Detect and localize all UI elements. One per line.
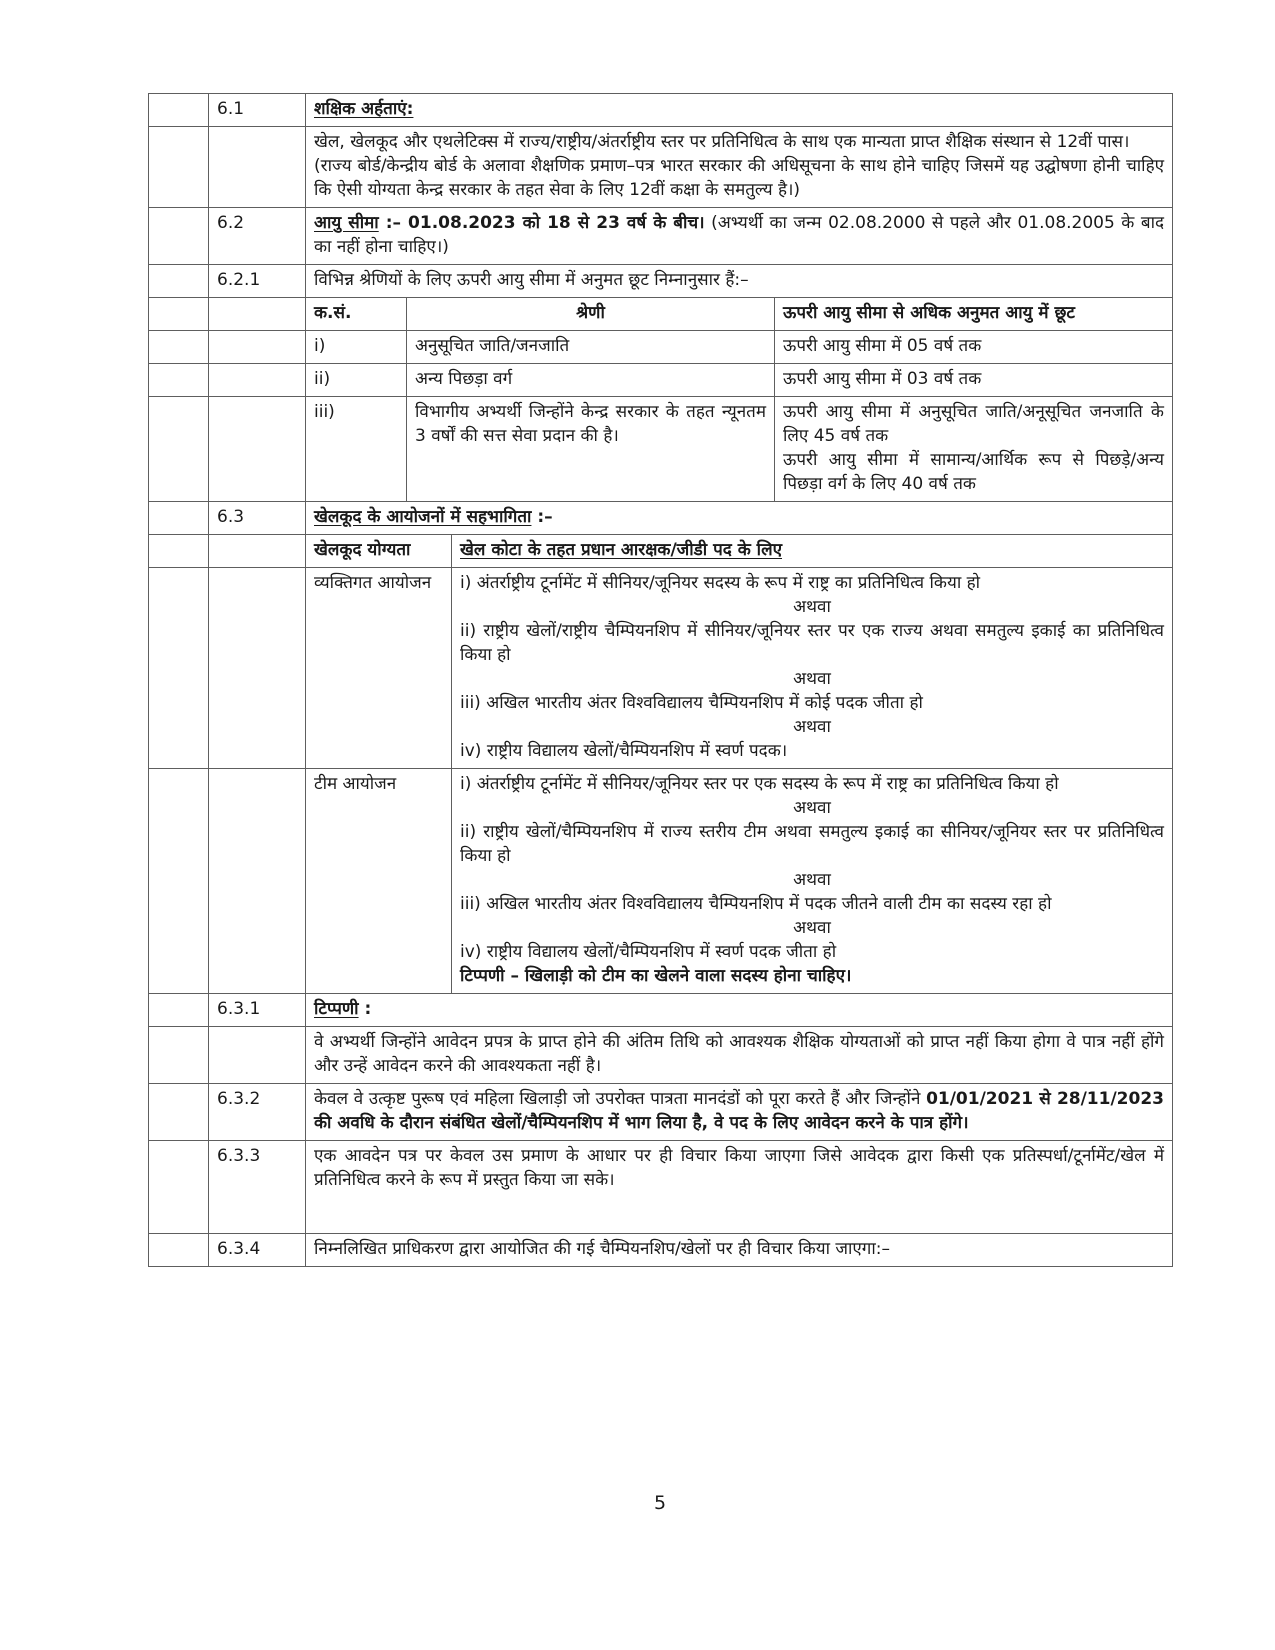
board-certificate-note: (राज्य बोर्ड/केन्द्रीय बोर्ड के अलावा शैक्षणिक प्रमाण–पत्र भारत सरकार की अधिसूचना के साथ होने चाहिए जिसमें यह उद्घोषणा होनी चाहिए कि ऐसी योग्यता केन्द्र सरकार के तहत सेवा के लिए 12वीं कक्षा के समतुल्य है।) <box>314 156 1164 200</box>
or-separator: अथवा <box>793 918 831 938</box>
empty-number-cell <box>209 127 306 208</box>
age-row-relaxation <box>775 397 1173 502</box>
row-6-3-1-heading <box>149 994 1173 1027</box>
row-6-1-heading <box>149 94 1173 127</box>
note-heading-separator: : <box>358 999 372 1019</box>
section-6-1-title-cell <box>306 94 1173 127</box>
row-6-3-1-body <box>149 1027 1173 1084</box>
empty-number-cell <box>209 298 306 331</box>
row-6-3-4 <box>149 1234 1173 1267</box>
age-table-header-row <box>149 298 1173 331</box>
team-events-label: टीम आयोजन <box>306 769 452 994</box>
sports-post-header: खेल कोटा के तहत प्रधान आरक्षक/जीडी पद के लिए <box>460 540 783 560</box>
section-6-3-1-body-cell <box>306 1027 1173 1084</box>
criteria-item: iii) अखिल भारतीय अंतर विश्वविद्यालय चैम्पियनशिप में पदक जीतने वाली टीम का सदस्य रहा हो <box>460 894 1052 914</box>
age-table-header-relaxation: ऊपरी आयु सीमा से अधिक अनुमत आयु में छूट <box>775 298 1173 331</box>
section-6-3-title: खेलकूद के आयोजनों में सहभागिता <box>314 507 532 527</box>
team-note-text: खिलाड़ी को टीम का खेलने वाला सदस्य होना चाहिए। <box>524 966 852 986</box>
single-certificate-text: एक आवदेन पत्र पर केवल उस प्रमाण के आधार पर ही विचार किया जाएगा जिसे आवेदक द्वारा किसी एक प्रतिस्पर्धा/टूर्नामेंट/खेल में प्रतिनिधित्व करने के रूप में प्रस्तुत किया जा सके। <box>314 1146 1164 1190</box>
section-6-3-title-cell <box>306 502 1173 535</box>
age-limit-birth-note: (अभ्यर्थी का जन्म 02.08.2000 से पहले और 01.08.2005 के बाद का नहीं होना चाहिए।) <box>314 213 1164 257</box>
section-number: 6.2.1 <box>209 265 306 298</box>
individual-events-row <box>149 568 1173 769</box>
or-separator: अथवा <box>793 669 831 689</box>
row-6-2-1 <box>149 265 1173 298</box>
row-6-3-heading <box>149 502 1173 535</box>
sports-post-header-cell <box>452 535 1173 568</box>
education-qualification-text: खेल, खेलकूद और एथलेटिक्स में राज्य/राष्ट्रीय/अंतर्राष्ट्रीय स्तर पर प्रतिनिधित्व के साथ एक मान्यता प्राप्त शैक्षिक संस्थान से 12वीं पास। <box>314 132 1130 152</box>
margin-cell <box>149 769 209 994</box>
margin-cell <box>149 1234 209 1267</box>
margin-cell <box>149 265 209 298</box>
age-relaxation-intro: विभिन्न श्रेणियों के लिए ऊपरी आयु सीमा में अनुमत छूट निम्नानुसार हैं:– <box>314 270 749 290</box>
margin-cell <box>149 1084 209 1141</box>
section-number: 6.3.2 <box>209 1084 306 1141</box>
application-period-text: 01/01/2021 से 28/11/2023 की अवधि के दौरान संबंधित खेलों/चैम्पियनशिप में भाग लिया है, वे पद के लिए आवेदन करने के पात्र होंगे। <box>314 1089 1164 1133</box>
section-6-3-2-body-cell <box>306 1084 1173 1141</box>
sports-qualification-header: खेलकूद योग्यता <box>306 535 452 568</box>
age-limit-range: 01.08.2023 को 18 से 23 वर्ष के बीच। <box>408 213 705 233</box>
empty-number-cell <box>209 535 306 568</box>
age-table-header-sno: क.सं. <box>306 298 407 331</box>
relaxation-sc-st: ऊपरी आयु सीमा में अनुसूचित जाति/अनूसूचित जनजाति के लिए 45 वर्ष तक <box>783 402 1164 446</box>
notification-table-wrapper <box>148 93 1172 1267</box>
section-6-3-separator: :– <box>531 507 553 527</box>
individual-events-label: व्यक्तिगत आयोजन <box>306 568 452 769</box>
margin-cell <box>149 1027 209 1084</box>
section-number: 6.2 <box>209 208 306 265</box>
margin-cell <box>149 568 209 769</box>
section-number: 6.1 <box>209 94 306 127</box>
or-separator: अथवा <box>793 717 831 737</box>
margin-cell <box>149 331 209 364</box>
or-separator: अथवा <box>793 870 831 890</box>
eligibility-note-text: वे अभ्यर्थी जिन्होंने आवेदन प्रपत्र के प्राप्त होने की अंतिम तिथि को आवश्यक शैक्षिक योग्यताओं को प्राप्त नहीं किया होगा वे पात्र नहीं होंगे और उन्हें आवेदन करने की आवश्यकता नहीं है। <box>314 1032 1164 1076</box>
margin-cell <box>149 502 209 535</box>
row-6-1-body <box>149 127 1173 208</box>
section-6-3-1-title-cell <box>306 994 1173 1027</box>
criteria-item: iii) अखिल भारतीय अंतर विश्वविद्यालय चैम्पियनशिप में कोई पदक जीता हो <box>460 693 923 713</box>
outstanding-players-text: केवल वे उत्कृष्ट पुरूष एवं महिला खिलाड़ी जो उपरोक्त पात्रता मानदंडों को पूरा करते हैं और जिन्होंने <box>314 1089 927 1109</box>
empty-number-cell <box>209 364 306 397</box>
age-row-sno: ii) <box>306 364 407 397</box>
section-6-3-4-body-cell <box>306 1234 1173 1267</box>
age-row-sno: iii) <box>306 397 407 502</box>
criteria-item: iv) राष्ट्रीय विद्यालय खेलों/चैम्पियनशिप में स्वर्ण पदक जीता हो <box>460 942 837 962</box>
margin-cell <box>149 364 209 397</box>
age-row-category: विभागीय अभ्यर्थी जिन्होंने केन्द्र सरकार के तहत न्यूनतम 3 वर्षों की सत्त सेवा प्रदान की है। <box>407 397 775 502</box>
margin-cell <box>149 94 209 127</box>
authority-championships-text: निम्नलिखित प्राधिकरण द्वारा आयोजित की गई चैम्पियनशिप/खेलों पर ही विचार किया जाएगा:– <box>314 1239 890 1259</box>
empty-number-cell <box>209 331 306 364</box>
age-table-header-category: श्रेणी <box>407 298 775 331</box>
empty-number-cell <box>209 1027 306 1084</box>
margin-cell <box>149 208 209 265</box>
criteria-item: ii) राष्ट्रीय खेलों/राष्ट्रीय चैम्पियनशिप में सीनियर/जूनियर स्तर पर एक राज्य अथवा समतुल्य इकाई का प्रतिनिधित्व किया हो <box>460 621 1164 665</box>
age-table-row-2 <box>149 364 1173 397</box>
criteria-item: i) अंतर्राष्ट्रीय टूर्नामेंट में सीनियर/जूनियर स्तर पर एक सदस्य के रूप में राष्ट्र का प्रतिनिधित्व किया हो <box>460 774 1059 794</box>
or-separator: अथवा <box>793 597 831 617</box>
team-events-criteria-cell <box>452 769 1173 994</box>
age-table-row-1 <box>149 331 1173 364</box>
note-heading: टिप्पणी <box>314 999 359 1019</box>
section-number: 6.3.1 <box>209 994 306 1027</box>
margin-cell <box>149 397 209 502</box>
age-row-category: अन्य पिछड़ा वर्ग <box>407 364 775 397</box>
section-6-3-3-body-cell <box>306 1141 1173 1234</box>
section-number: 6.3.3 <box>209 1141 306 1234</box>
section-6-2-body-cell <box>306 208 1173 265</box>
section-6-2-1-text-cell <box>306 265 1173 298</box>
row-6-3-3 <box>149 1141 1173 1234</box>
criteria-item: iv) राष्ट्रीय विद्यालय खेलों/चैम्पियनशिप में स्वर्ण पदक। <box>460 741 788 761</box>
empty-number-cell <box>209 568 306 769</box>
margin-cell <box>149 127 209 208</box>
section-number: 6.3 <box>209 502 306 535</box>
margin-cell <box>149 298 209 331</box>
age-row-sno: i) <box>306 331 407 364</box>
page-number: 5 <box>653 1492 667 1514</box>
criteria-item: ii) राष्ट्रीय खेलों/चैम्पियनशिप में राज्य स्तरीय टीम अथवा समतुल्य इकाई का सीनियर/जूनियर स्तर पर प्रतिनिधित्व किया हो <box>460 822 1164 866</box>
margin-cell <box>149 535 209 568</box>
relaxation-general-obc: ऊपरी आयु सीमा में सामान्य/आर्थिक रूप से पिछड़े/अन्य पिछड़ा वर्ग के लिए 40 वर्ष तक <box>783 450 1164 494</box>
age-table-row-3 <box>149 397 1173 502</box>
age-row-relaxation: ऊपरी आयु सीमा में 03 वर्ष तक <box>775 364 1173 397</box>
criteria-item: i) अंतर्राष्ट्रीय टूर्नामेंट में सीनियर/जूनियर सदस्य के रूप में राष्ट्र का प्रतिनिधित्व किया हो <box>460 573 981 593</box>
section-number: 6.3.4 <box>209 1234 306 1267</box>
margin-cell <box>149 1141 209 1234</box>
or-separator: अथवा <box>793 798 831 818</box>
team-note <box>460 964 1164 988</box>
age-limit-label: आयु सीमा <box>314 213 379 233</box>
individual-events-criteria-cell <box>452 568 1173 769</box>
team-events-row <box>149 769 1173 994</box>
notification-table <box>148 93 1173 1267</box>
margin-cell <box>149 994 209 1027</box>
sports-table-header-row <box>149 535 1173 568</box>
section-6-1-title: शक्षिक अर्हताएं: <box>314 99 414 119</box>
age-limit-separator: :– <box>378 213 409 233</box>
row-6-3-2 <box>149 1084 1173 1141</box>
team-note-label: टिप्पणी – <box>460 966 525 986</box>
empty-number-cell <box>209 397 306 502</box>
section-6-1-body-cell <box>306 127 1173 208</box>
age-row-relaxation: ऊपरी आयु सीमा में 05 वर्ष तक <box>775 331 1173 364</box>
age-row-category: अनुसूचित जाति/जनजाति <box>407 331 775 364</box>
row-6-2-age-limit <box>149 208 1173 265</box>
empty-number-cell <box>209 769 306 994</box>
